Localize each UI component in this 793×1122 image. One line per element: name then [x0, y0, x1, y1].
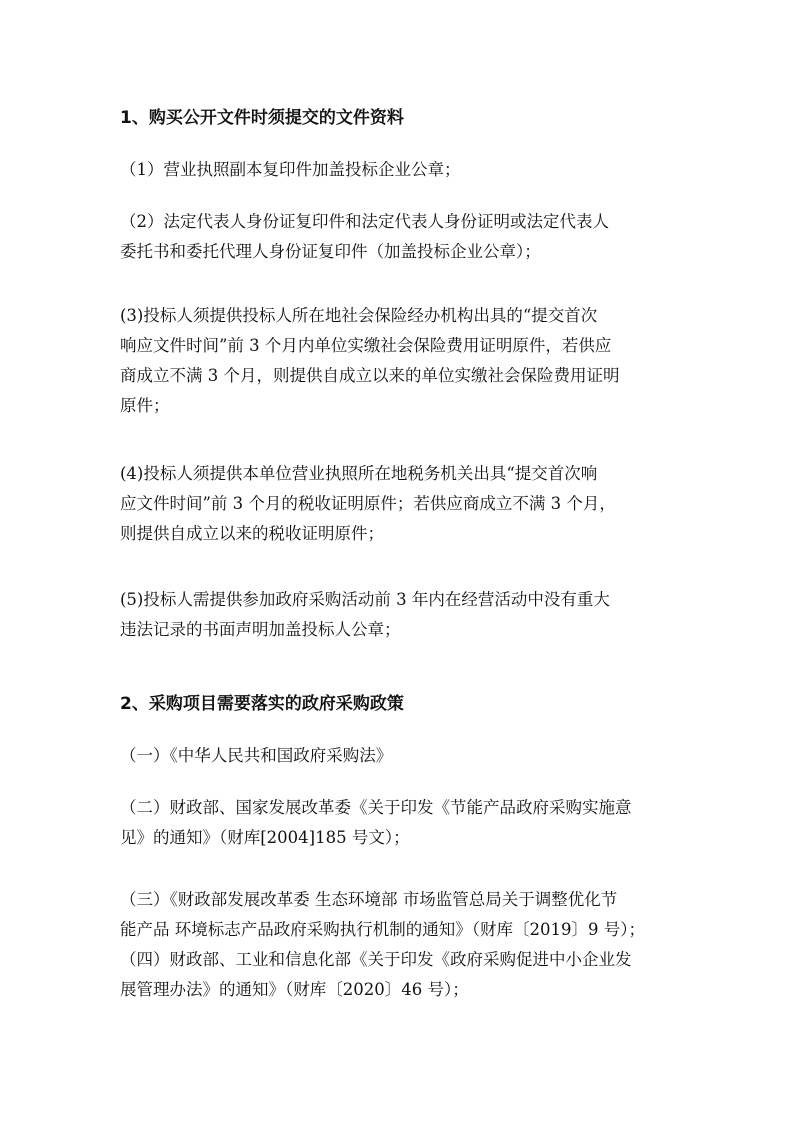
- text-line: (3)投标人须提供投标人所在地社会保险经办机构出具的“提交首次: [120, 306, 598, 325]
- text-line: （四）财政部、工业和信息化部《关于印发《政府采购促进中小企业发: [120, 950, 632, 969]
- section-2-item-1: [120, 741, 680, 771]
- text-line: 违法记录的书面声明加盖投标人公章；: [120, 620, 401, 639]
- section-1-item-4: [120, 459, 680, 549]
- text-line: 则提供自成立以来的税收证明原件；: [120, 524, 384, 543]
- section-2-heading: 2、采购项目需要落实的政府采购政策: [120, 694, 404, 714]
- text-line: 应文件时间”前 3 个月的税收证明原件；若供应商成立不满 3 个月，: [120, 494, 616, 513]
- text-line: 能产品 环境标志产品政府采购执行机制的通知》（财库〔2019〕9 号）；: [120, 920, 645, 939]
- text-line: （1）营业执照副本复印件加盖投标企业公章；: [120, 160, 461, 179]
- text-line: （一）《中华人民共和国政府采购法》: [120, 746, 393, 765]
- text-line: (4)投标人须提供本单位营业执照所在地税务机关出具“提交首次响: [120, 464, 598, 483]
- text-line: （三）《财政部发展改革委 生态环境部 市场监管总局关于调整优化节: [120, 890, 618, 909]
- text-line: 商成立不满 3 个月，则提供自成立以来的单位实缴社会保险费用证明: [120, 366, 620, 385]
- section-1-heading: 1、购买公开文件时须提交的文件资料: [120, 108, 404, 128]
- text-line: 见》的通知》（财库[2004]185 号文）；: [120, 828, 410, 847]
- text-line: 委托书和委托代理人身份证复印件（加盖投标企业公章）；: [120, 242, 541, 261]
- section-2-item-2: [120, 793, 680, 853]
- text-line: 响应文件时间”前 3 个月内单位实缴社会保险费用证明原件，若供应: [120, 336, 612, 355]
- section-2-item-3: [120, 885, 680, 1005]
- section-1-item-1: [120, 155, 680, 185]
- section-1-item-3: [120, 301, 680, 421]
- text-line: （二）财政部、国家发展改革委《关于印发《节能产品政府采购实施意: [120, 798, 632, 817]
- text-line: （2）法定代表人身份证复印件和法定代表人身份证明或法定代表人: [120, 212, 609, 231]
- text-line: 原件；: [120, 396, 170, 415]
- text-line: (5)投标人需提供参加政府采购活动前 3 年内在经营活动中没有重大: [120, 590, 610, 609]
- section-1-item-5: [120, 585, 680, 645]
- text-line: 展管理办法》的通知》（财库〔2020〕46 号）；: [120, 980, 469, 999]
- section-1-item-2: [120, 207, 680, 267]
